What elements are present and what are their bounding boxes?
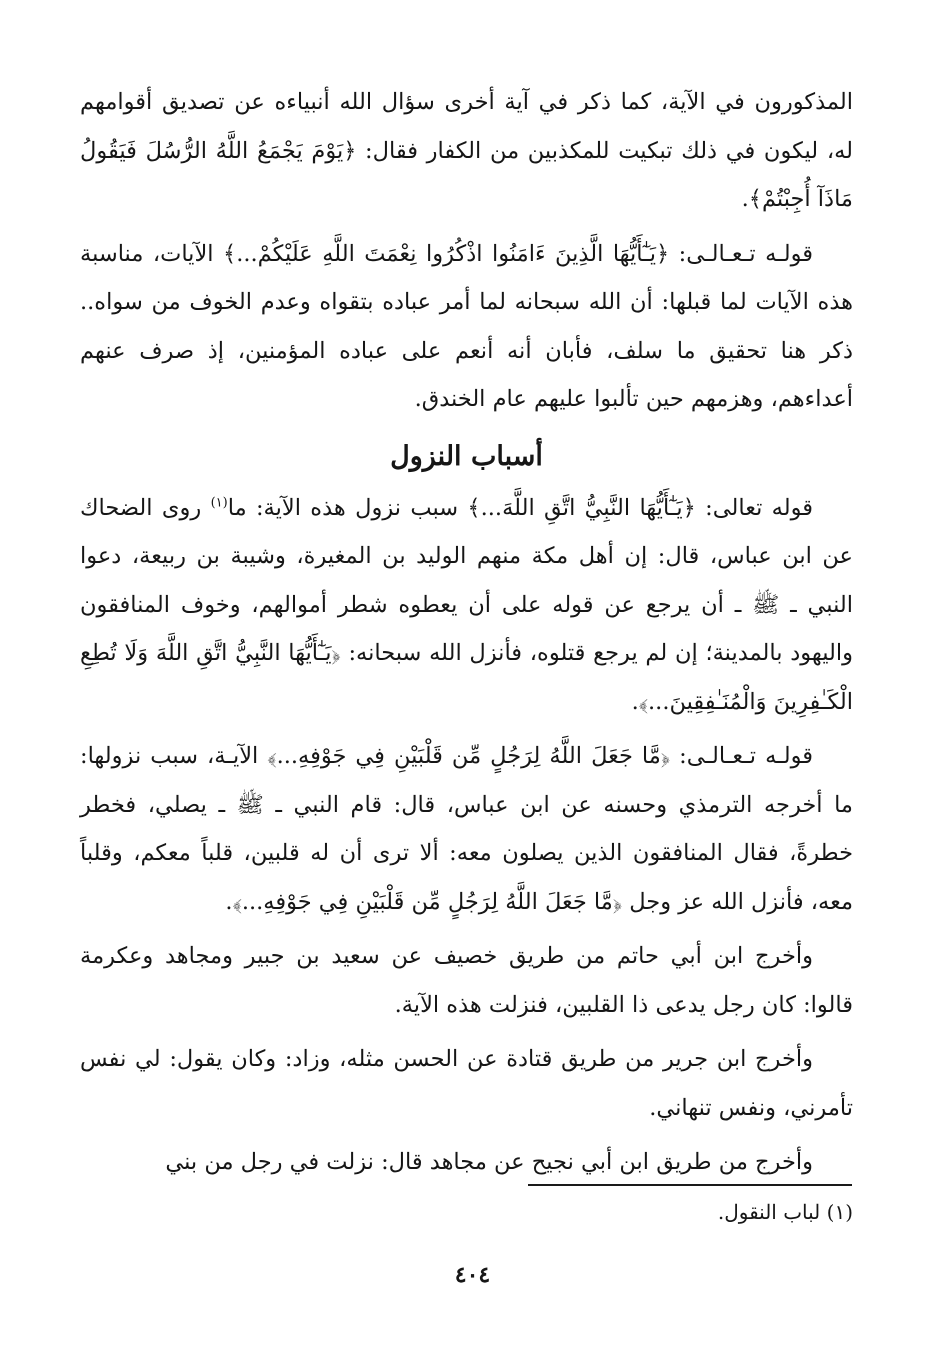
paragraph-4: قولـه تـعـالـى: ﴿مَّا جَعَلَ اللَّهُ لِرَجُلٍ مِّن قَلْبَيْنِ فِي جَوْفِهِ...﴾ الآيـة، سبب نزولها: ما أخرجه الترمذي وحسنه عن ابن عباس، قال: قام النبي ـ ﷺ ـ يصلي، فخطر خطرةً، فقال المنافقون الذين يصلون معه: ألا ترى أن له قلبين، قلباً معكم، وقلباً معه، فأنزل الله عز وجل ﴿مَّا جَعَلَ اللَّهُ لِرَجُلٍ مِّن قَلْبَيْنِ فِي جَوْفِهِ...﴾. <box>80 743 853 915</box>
paragraph-6: وأخرج ابن جرير من طريق قتادة عن الحسن مثله، وزاد: وكان يقول: لي نفس تأمرني، ونفس تنهاني. <box>80 1046 853 1121</box>
page-number: ٤٠٤ <box>454 1262 491 1288</box>
paragraph-7: وأخرج من طريق ابن أبي نجيح عن مجاهد قال: نزلت في رجل من بني <box>165 1149 813 1175</box>
paragraph-1: المذكورون في الآية، كما ذكر في آية أخرى سؤال الله أنبياءه عن تصديق أقوامهم له، ليكون في ذلك تبكيت للمكذبين من الكفار فقال: ﴿يَوْمَ يَجْمَعُ اللَّهُ الرُّسُلَ فَيَقُولُ مَاذَآ أُجِبْتُمْ﴾. <box>80 89 853 212</box>
footnote-ref: (١) <box>210 495 228 510</box>
paragraph-3-part-a: قوله تعالى: ﴿يَـٰٓأَيُّهَا النَّبِيُّ اتَّقِ اللَّهَ...﴾ سبب نزول هذه الآية: ما <box>227 494 813 521</box>
paragraph-5: وأخرج ابن أبي حاتم من طريق خصيف عن سعيد بن جبير ومجاهد وعكرمة قالوا: كان رجل يدعى ذا القلبين، فنزلت هذه الآية. <box>80 943 853 1018</box>
paragraph-3 <box>80 484 853 727</box>
paragraph-2: قولـه تـعـالـى: ﴿يَـٰٓأَيُّهَا الَّذِينَ ءَامَنُوا اذْكُرُوا نِعْمَتَ اللَّهِ عَلَيْكُمْ...﴾ الآيات، مناسبة هذه الآيات لما قبلها: أن الله سبحانه لما أمر عباده بتقواه وعدم الخوف من سواه.. ذكر هنا تحقيق ما سلف، فأبان أنه أنعم على عباده المؤمنين، إذ صرف عنهم أعداءهم، وهزمهم حين تألبوا عليهم عام الخندق. <box>80 240 853 412</box>
footnote: (١) لباب النقول. <box>717 1200 853 1224</box>
footnote-separator <box>528 1184 852 1186</box>
section-heading: أسباب النزول <box>390 440 543 472</box>
page-body <box>80 78 853 1187</box>
paragraph-3-part-b: روى الضحاك عن ابن عباس، قال: إن أهل مكة منهم الوليد بن المغيرة، وشيبة بن ربيعة، دعوا النبي ـ ﷺ ـ أن يرجع عن قوله على أن يعطوه شطر أموالهم، وخوف المنافقون واليهود بالمدينة؛ إن لم يرجع قتلوه، فأنزل الله سبحانه: ﴿يَـٰٓأَيُّهَا النَّبِيُّ اتَّقِ اللَّهَ وَلَا تُطِعِ الْكَـٰفِرِينَ وَالْمُنَـٰفِقِينَ...﴾. <box>80 494 853 715</box>
